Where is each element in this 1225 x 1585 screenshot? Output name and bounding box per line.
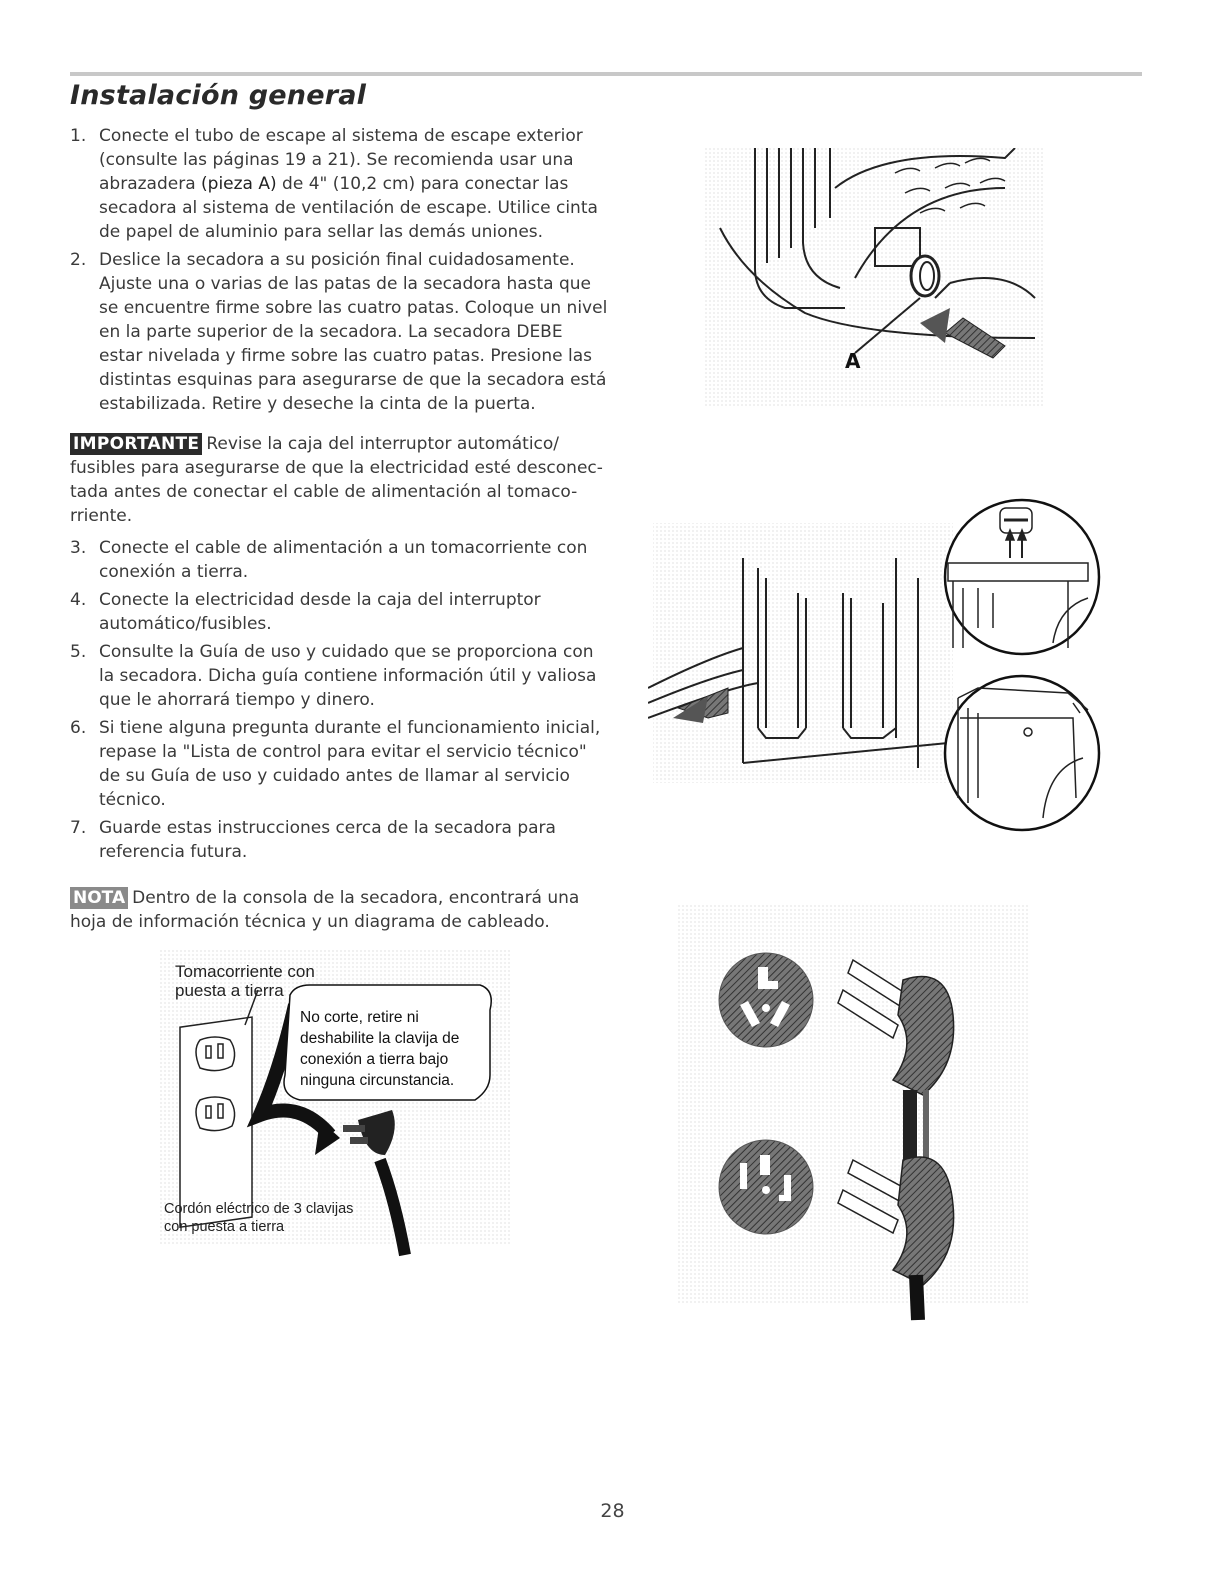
list-item [70,124,610,244]
page-title: Instalación general [70,80,367,111]
grounded-outlet-illustration [160,950,510,1280]
note-text: Dentro de la consola de la secadora, encontrará una hoja de información técnica y un diagrama de cableado. [70,888,580,932]
list-item [70,588,610,636]
list-item [70,248,610,416]
list-item [70,640,610,712]
step-number: 5. [70,642,87,662]
step-text: Guarde estas instrucciones cerca de la secadora para referencia futura. [99,818,556,862]
step-text: Deslice la secadora a su posición final cuidadosamente. Ajuste una o varias de las patas de la secadora hasta que se encuentre firme sobre las cuatro patas. Coloque un nivel en la parte superior de la secadora. La secadora DEBE estar nivelada y firme sobre las cuatro patas. Presione las distintas esquinas para asegurarse de que la secadora está estabilizada. Retire y deseche la cinta de la puerta. [99,250,608,414]
vent-clamp-illustration [705,148,1045,408]
steps-list-top [70,124,610,420]
step-text: Conecte el cable de alimentación a un tomacorriente con conexión a tierra. [99,538,588,582]
step-text: Conecte el tubo de escape al sistema de escape exterior (consulte las páginas 19 a 21). Se recomienda usar una abrazadera [99,126,583,194]
piece-a-emphasis: (pieza A) [201,174,277,194]
leveling-illustration [648,498,1103,838]
important-notice [70,432,610,528]
outlet-label-line-2: puesta a tierra [175,981,284,1000]
list-item [70,716,610,812]
step-number: 4. [70,590,87,610]
part-a-label: A [845,349,861,373]
callout-line-3: conexión a tierra bajo [300,1051,449,1068]
step-number: 7. [70,818,87,838]
cord-label-line-2: con puesta a tierra [164,1219,285,1235]
page-number: 28 [600,1500,625,1522]
step-number: 2. [70,250,87,270]
callout-line-2: deshabilite la clavija de [300,1030,460,1047]
step-text: Conecte la electricidad desde la caja del interruptor automático/fusibles. [99,590,541,634]
note-notice [70,886,610,934]
step-number: 1. [70,126,87,146]
note-tag: NOTA [70,887,128,909]
list-item [70,816,610,864]
step-text: de 4" (10,2 cm) para conectar las secadora al sistema de ventilación de escape. Utilice cinta de papel de aluminio para sellar las demás uniones. [99,174,598,242]
list-item [70,536,610,584]
power-plugs-illustration [678,905,1028,1325]
step-number: 6. [70,718,87,738]
title-rule [70,72,1142,76]
important-text: Revise la caja del interruptor automático/ fusibles para asegurarse de que la electricidad esté desconec- tada antes de conectar el cable de alimentación al tomaco- rriente. [70,434,603,526]
step-text: Si tiene alguna pregunta durante el funcionamiento inicial, repase la "Lista de control para evitar el servicio técnico" de su Guía de uso y cuidado antes de llamar al servicio técnico. [99,718,601,810]
important-tag: IMPORTANTE [70,433,202,455]
step-number: 3. [70,538,87,558]
cord-label-line-1: Cordón eléctrico de 3 clavijas [164,1201,354,1217]
step-text: Consulte la Guía de uso y cuidado que se proporciona con la secadora. Dicha guía contiene información útil y valiosa que le ahorrará tiempo y dinero. [99,642,597,710]
callout-line-1: No corte, retire ni [300,1009,419,1026]
steps-list-bottom [70,536,610,868]
callout-line-4: ninguna circunstancia. [300,1072,455,1089]
outlet-label-line-1: Tomacorriente con [175,962,315,981]
